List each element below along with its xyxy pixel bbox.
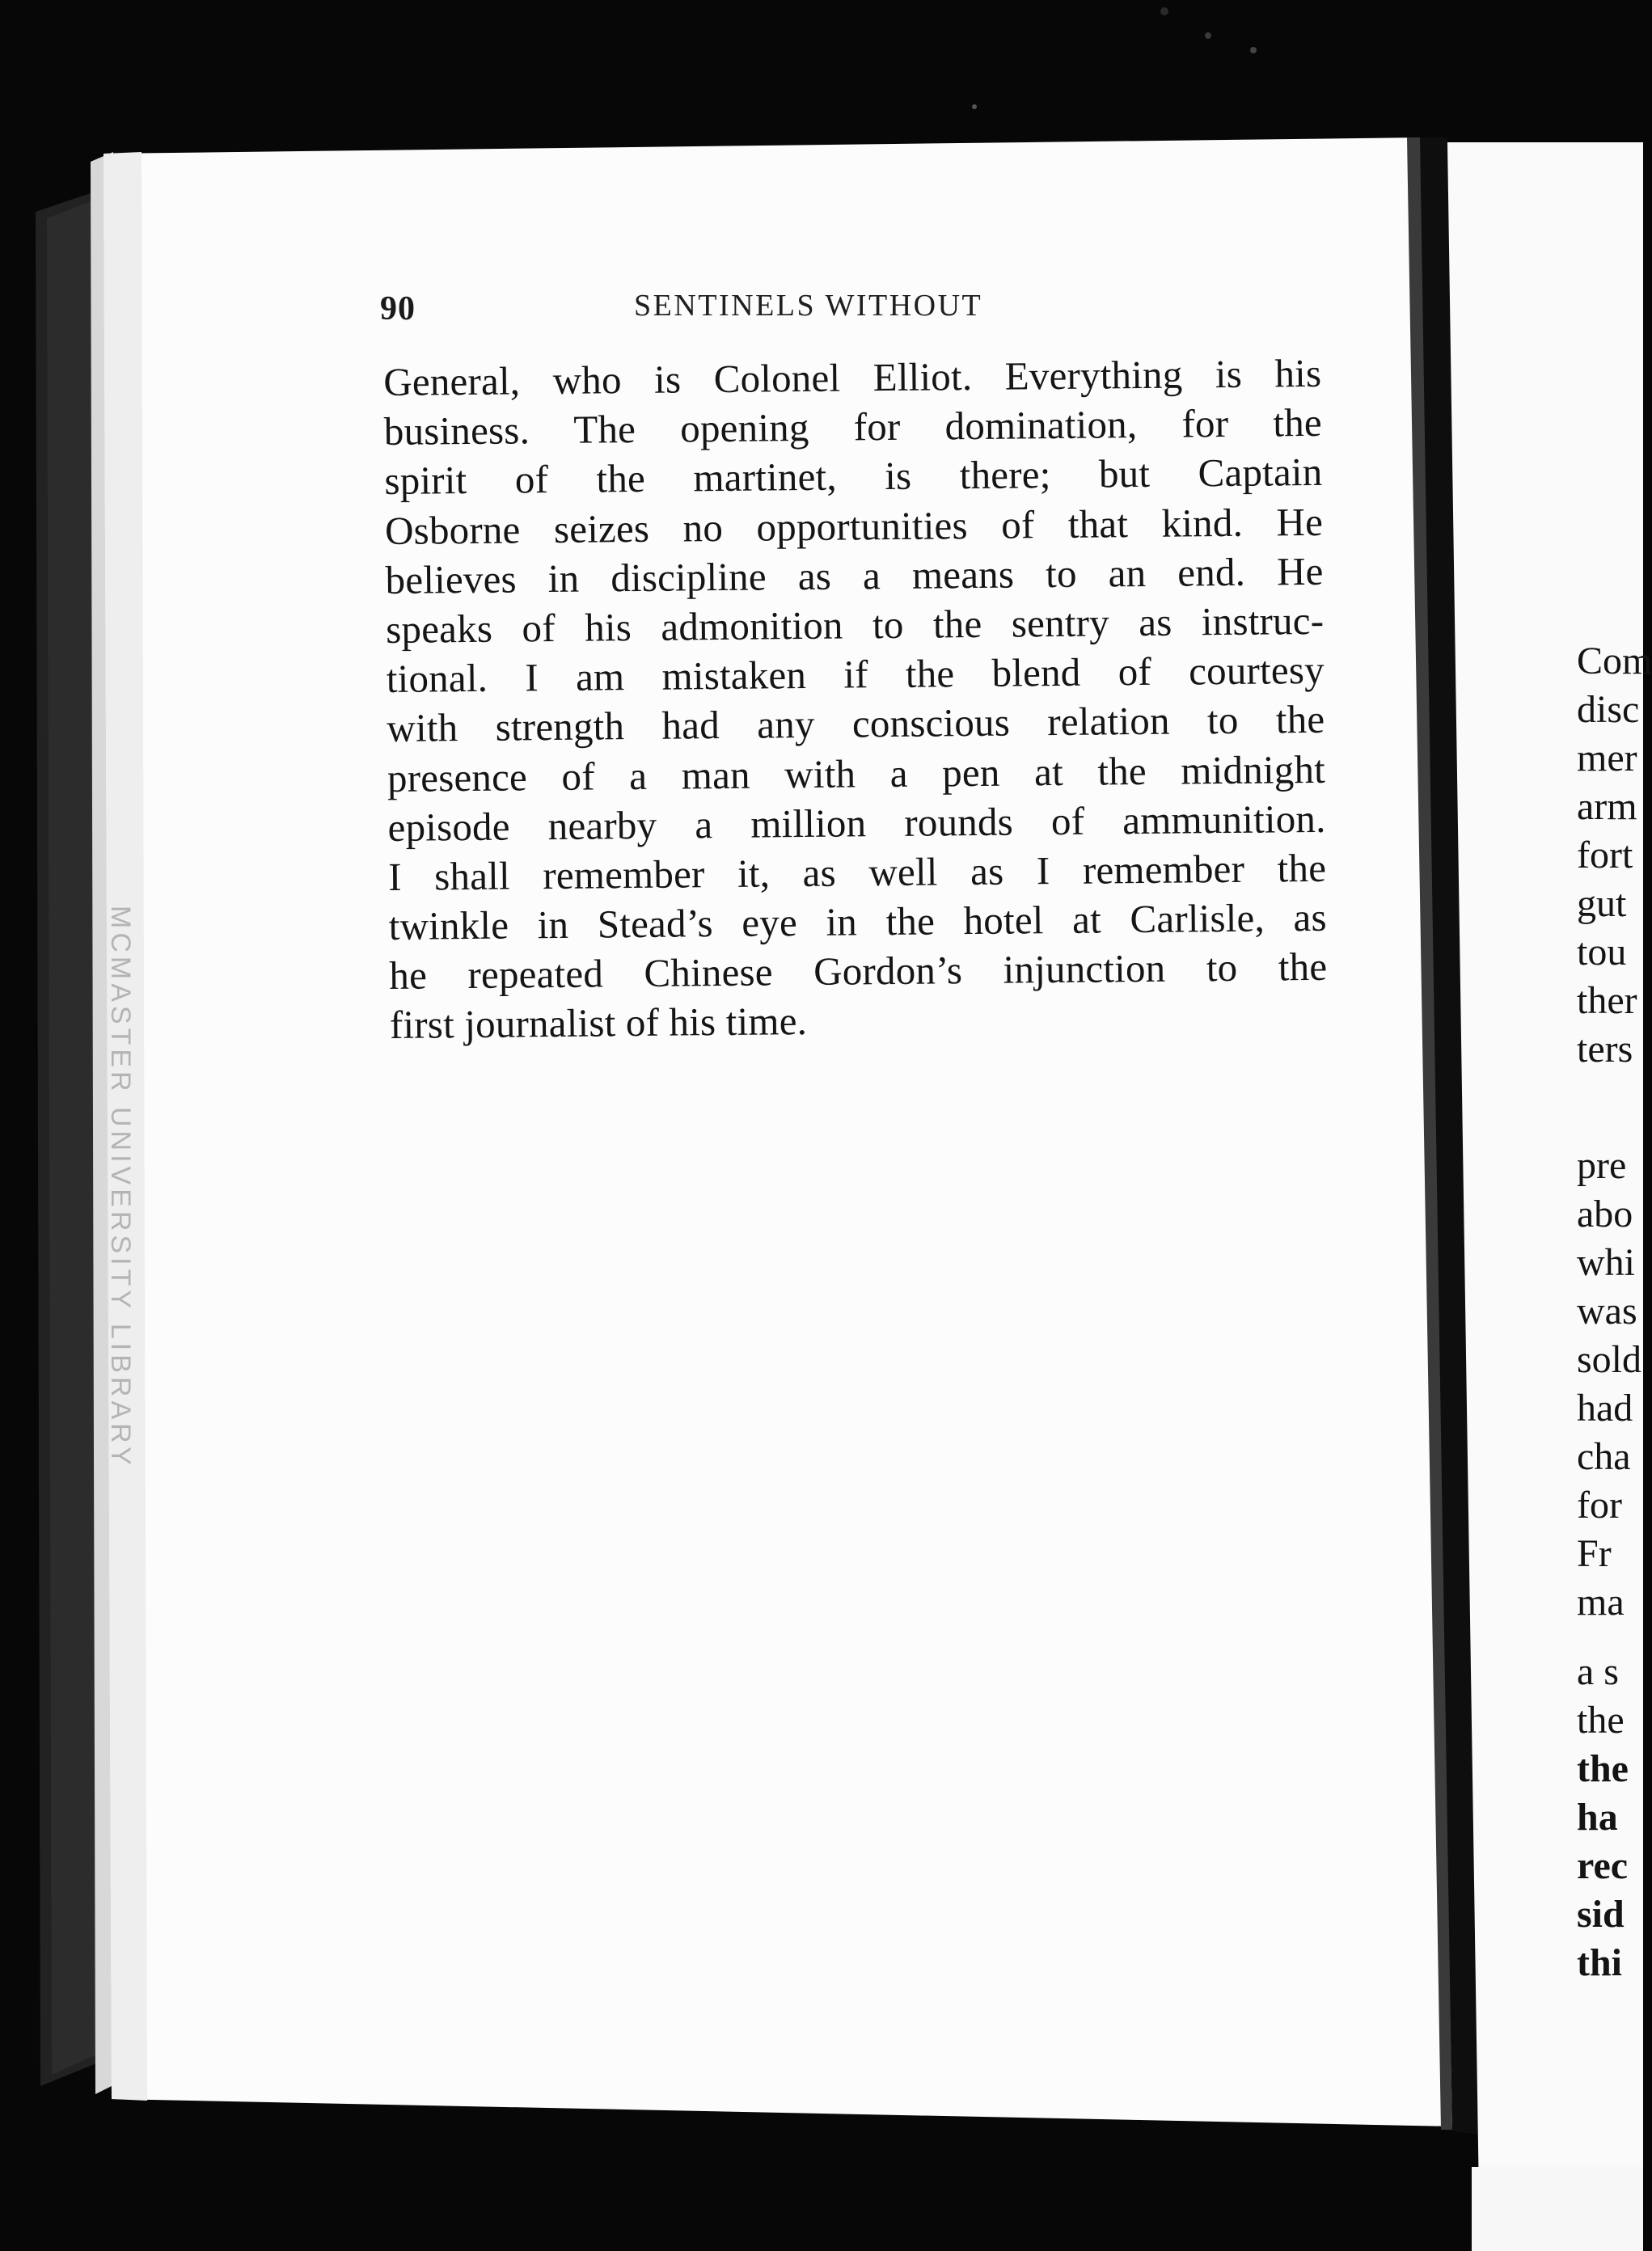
facing-line-fragment: Com bbox=[1577, 640, 1652, 682]
facing-line-fragment: sid bbox=[1577, 1893, 1625, 1936]
text-line: tional. I am mistaken if the blend of courtesy bbox=[386, 647, 1325, 702]
facing-line-fragment: Fr bbox=[1577, 1532, 1612, 1575]
facing-line-fragment: disc bbox=[1577, 688, 1640, 731]
facing-line-fragment: fort bbox=[1577, 834, 1633, 876]
facing-line-fragment: ma bbox=[1577, 1581, 1625, 1624]
facing-line-fragment: sold bbox=[1577, 1338, 1642, 1381]
text-line: General, who is Colonel Elliot. Everything is his bbox=[383, 350, 1322, 404]
text-line: I shall remember it, as well as I remember the bbox=[387, 845, 1327, 899]
body-text bbox=[383, 348, 1328, 1050]
facing-line-fragment: whi bbox=[1577, 1241, 1635, 1284]
facing-line-fragment: mer bbox=[1577, 737, 1637, 779]
facing-line-fragment: the bbox=[1577, 1747, 1629, 1790]
facing-page-paragraph-1 bbox=[1577, 637, 1652, 1074]
text-line: first journalist of his time. bbox=[389, 999, 808, 1048]
facing-line-fragment: pre bbox=[1577, 1144, 1627, 1187]
facing-line-fragment: ters bbox=[1577, 1028, 1633, 1071]
facing-line-fragment: abo bbox=[1577, 1193, 1633, 1235]
facing-line-fragment: arm bbox=[1577, 785, 1637, 828]
facing-line-fragment: ha bbox=[1577, 1796, 1618, 1839]
facing-line-fragment: rec bbox=[1577, 1844, 1629, 1887]
facing-line-fragment: was bbox=[1577, 1290, 1637, 1332]
text-line: business. The opening for domination, for the bbox=[383, 400, 1323, 454]
facing-line-fragment: gut bbox=[1577, 882, 1627, 925]
text-line: spirit of the martinet, is there; but Captain bbox=[384, 450, 1323, 504]
facing-line-fragment: the bbox=[1577, 1699, 1625, 1742]
page-number: 90 bbox=[380, 290, 416, 327]
facing-line-fragment: thi bbox=[1577, 1941, 1623, 1984]
facing-line-fragment: cha bbox=[1577, 1435, 1631, 1478]
text-line: he repeated Chinese Gordon’s injunction to the bbox=[389, 944, 1328, 999]
text-line: with strength had any conscious relation to the bbox=[387, 697, 1325, 751]
text-line: presence of a man with a pen at the midnight bbox=[387, 746, 1326, 800]
text-line: Osborne seizes no opportunities of that kind. He bbox=[384, 499, 1324, 553]
text-line: believes in discipline as a means to an end. He bbox=[385, 548, 1324, 602]
facing-page-paragraph-2 bbox=[1577, 1142, 1643, 1627]
facing-line-fragment: had bbox=[1577, 1387, 1633, 1430]
running-title: SENTINELS WITHOUT bbox=[634, 289, 983, 323]
library-stamp: MCMASTER UNIVERSITY LIBRARY bbox=[105, 906, 136, 1469]
facing-line-fragment: ther bbox=[1577, 979, 1637, 1022]
facing-page-paragraph-3 bbox=[1577, 1648, 1643, 1987]
text-line: twinkle in Stead’s eye in the hotel at Carlisle, as bbox=[388, 894, 1327, 949]
facing-line-fragment: tou bbox=[1577, 931, 1627, 973]
text-line: episode nearby a million rounds of ammunition. bbox=[387, 796, 1326, 850]
text-line: speaks of his admonition to the sentry as instruc- bbox=[385, 598, 1325, 652]
facing-line-fragment: a s bbox=[1577, 1650, 1619, 1693]
facing-line-fragment: for bbox=[1577, 1484, 1622, 1527]
